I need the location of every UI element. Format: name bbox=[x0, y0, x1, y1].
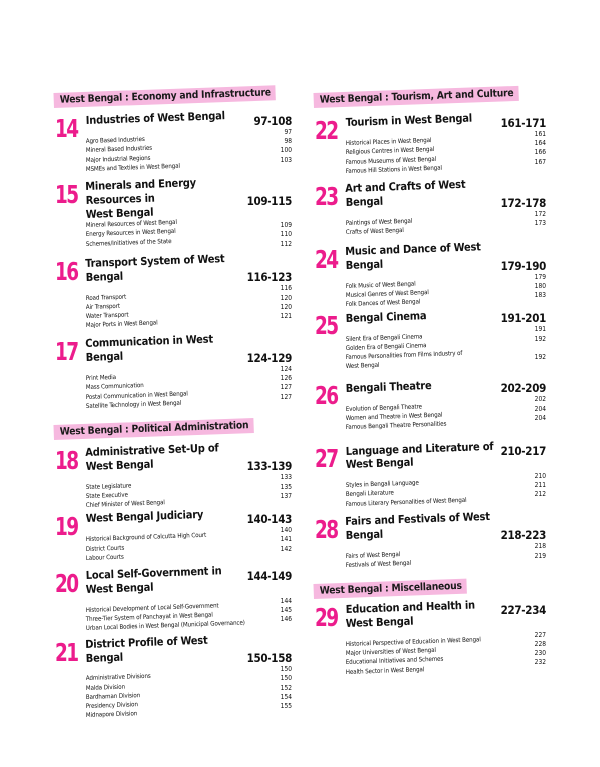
subtopic-page: 133 bbox=[280, 473, 292, 482]
chapter-page-range: 172-178 bbox=[500, 195, 546, 210]
subtopic-label: Golden Era of Bengali Cinema bbox=[345, 342, 427, 352]
subtopic-page: 202 bbox=[534, 395, 546, 404]
chapter-number: 17 bbox=[55, 337, 78, 367]
subtopic-page: 218 bbox=[534, 542, 546, 551]
chapter-title-line2[interactable]: West Bengal bbox=[345, 455, 414, 472]
subtopic-row[interactable] bbox=[346, 228, 546, 237]
subtopic-row[interactable] bbox=[85, 162, 292, 174]
subtopic-page: 192 bbox=[534, 353, 546, 362]
subtopic-page: 192 bbox=[534, 334, 546, 343]
chapter-title[interactable]: Minerals and Energy Resources in bbox=[85, 176, 197, 207]
chapter-29[interactable] bbox=[314, 598, 546, 677]
subtopic-label: Malda Division bbox=[85, 683, 126, 692]
chapter-number: 28 bbox=[315, 514, 338, 544]
chapter-15[interactable] bbox=[54, 176, 292, 249]
chapter-26[interactable] bbox=[314, 378, 546, 432]
right-column bbox=[314, 88, 546, 677]
chapter-page-range: 179-190 bbox=[500, 258, 546, 273]
subtopic-label: Women and Theatre in West Bengal bbox=[345, 411, 443, 422]
chapter-title[interactable]: Bengali Theatre bbox=[345, 378, 432, 395]
chapter-title[interactable]: Tourism in West Bengal bbox=[345, 111, 473, 130]
subtopic-label: Print Media bbox=[85, 374, 117, 383]
chapter-title[interactable]: Administrative Set-Up of West Bengal bbox=[85, 441, 219, 473]
subtopic-row[interactable] bbox=[346, 362, 546, 371]
chapter-header bbox=[345, 308, 546, 326]
chapter-23[interactable] bbox=[314, 177, 546, 237]
subtopic-label: Historical Development of Local Self-Government bbox=[85, 602, 219, 614]
subtopic-label: Administrative Divisions bbox=[85, 673, 151, 683]
subtopic-page: 179 bbox=[534, 272, 546, 281]
subtopic-label: Styles in Bengali Language bbox=[345, 479, 419, 490]
chapter-header bbox=[345, 509, 546, 543]
chapter-14[interactable] bbox=[54, 109, 292, 174]
chapter-title[interactable]: District Profile of West Bengal bbox=[85, 633, 208, 665]
subtopic-row[interactable] bbox=[346, 300, 546, 309]
section-banner-misc: West Bengal : Miscellaneous bbox=[313, 579, 467, 599]
subtopic-row[interactable] bbox=[85, 399, 292, 411]
subtopic-label: Mineral Resources of West Bengal bbox=[85, 219, 177, 230]
chapter-22[interactable] bbox=[314, 111, 546, 176]
subtopic-page: 109 bbox=[280, 221, 292, 230]
subtopic-page: 127 bbox=[280, 383, 292, 392]
subtopic-label: Mineral Based Industries bbox=[85, 145, 153, 155]
chapter-title[interactable]: Local Self-Government in bbox=[85, 564, 222, 583]
subtopic-label: Three-Tier System of Panchayat in West Bengal bbox=[85, 611, 213, 624]
chapter-page-range: 144-149 bbox=[246, 569, 292, 584]
subtopic-page: 103 bbox=[280, 155, 292, 164]
subtopic-label: Health Sector in West Bengal bbox=[345, 665, 425, 676]
chapter-header bbox=[85, 332, 292, 365]
chapter-title-line2[interactable]: West Bengal bbox=[345, 614, 414, 630]
chapter-28[interactable] bbox=[314, 509, 546, 570]
chapter-title[interactable]: Industries of West Bengal bbox=[85, 109, 225, 128]
subtopic-page: 137 bbox=[280, 491, 292, 500]
subtopic-page: 227 bbox=[534, 630, 546, 639]
subtopic-page: 124 bbox=[280, 364, 292, 373]
chapter-16[interactable] bbox=[54, 252, 292, 331]
subtopic-page: 120 bbox=[280, 293, 292, 302]
subtopic-page: 211 bbox=[534, 481, 546, 490]
subtopic-page: 180 bbox=[534, 281, 546, 290]
chapter-number: 27 bbox=[315, 444, 338, 474]
chapter-page-range: 218-223 bbox=[500, 528, 546, 543]
chapter-title[interactable]: Education and Health in bbox=[345, 598, 476, 617]
subtopic-label: Major Industrial Regions bbox=[85, 154, 151, 164]
subtopic-label: Fairs of West Bengal bbox=[345, 550, 401, 560]
chapter-18[interactable] bbox=[54, 441, 292, 510]
chapter-title[interactable]: Bengal Cinema bbox=[345, 308, 427, 325]
chapter-number: 14 bbox=[55, 114, 78, 143]
chapter-number: 18 bbox=[55, 445, 78, 475]
chapter-page-range: 97-108 bbox=[253, 114, 292, 128]
chapter-number: 19 bbox=[55, 512, 78, 542]
subtopic-row[interactable] bbox=[86, 321, 292, 330]
chapter-number: 20 bbox=[55, 569, 78, 599]
subtopic-page: 152 bbox=[280, 683, 292, 692]
chapter-page-range: 150-158 bbox=[246, 651, 292, 666]
chapter-header bbox=[345, 240, 546, 273]
subtopic-label: Major Universities of West Bengal bbox=[345, 646, 437, 658]
subtopic-label: Bengali Literature bbox=[345, 489, 394, 499]
chapter-header bbox=[85, 633, 292, 666]
subtopic-label: Schemes/Initiatives of the State bbox=[85, 237, 172, 248]
subtopic-page: 144 bbox=[280, 596, 292, 605]
subtopic-label: Evolution of Bengali Theatre bbox=[345, 403, 423, 413]
left-column bbox=[54, 88, 292, 720]
subtopic-label: Famous Personalities from Films Industry of bbox=[345, 349, 463, 362]
subtopic-page: 150 bbox=[280, 674, 292, 683]
chapter-17[interactable] bbox=[54, 332, 292, 411]
subtopic-label: Educational Initiatives and Schemes bbox=[345, 655, 444, 667]
subtopic-label: State Legislature bbox=[85, 482, 132, 491]
subtopic-page: 141 bbox=[280, 535, 292, 544]
subtopic-page: 97 bbox=[284, 128, 292, 136]
section-banner-economy: West Bengal : Economy and Infrastructure bbox=[53, 85, 276, 108]
subtopic-page: 191 bbox=[534, 325, 546, 334]
subtopic-label: West Bengal bbox=[345, 362, 380, 371]
subtopic-label: Folk Dances of West Bengal bbox=[345, 298, 421, 309]
chapter-header bbox=[345, 177, 546, 210]
chapter-21[interactable] bbox=[54, 633, 292, 721]
subtopic-page: 230 bbox=[534, 649, 546, 658]
subtopic-page: 100 bbox=[280, 146, 292, 155]
subtopic-row[interactable] bbox=[345, 420, 546, 432]
subtopic-label: Chief Minister of West Bengal bbox=[85, 499, 165, 510]
chapter-header bbox=[345, 378, 546, 396]
chapter-24[interactable] bbox=[314, 240, 546, 309]
subtopic-row[interactable] bbox=[345, 665, 546, 677]
subtopic-label: Folk Music of West Bengal bbox=[345, 280, 416, 290]
subtopic-page: 164 bbox=[534, 139, 546, 148]
chapter-19[interactable] bbox=[54, 508, 292, 563]
chapter-title[interactable]: Transport System of West Bengal bbox=[85, 252, 225, 284]
subtopic-page: 155 bbox=[280, 701, 292, 710]
chapter-number: 21 bbox=[55, 637, 78, 667]
subtopic-label: Postal Communication in West Bengal bbox=[85, 389, 188, 401]
subtopic-label: Energy Resources in West Bengal bbox=[85, 228, 176, 239]
subtopic-page: 204 bbox=[534, 413, 546, 422]
chapter-page-range: 116-123 bbox=[246, 270, 292, 285]
chapter-27[interactable] bbox=[314, 439, 546, 509]
subtopic-page: 145 bbox=[280, 605, 292, 614]
subtopic-page: 183 bbox=[534, 291, 546, 300]
chapter-page-range: 161-171 bbox=[500, 116, 546, 130]
chapter-header bbox=[85, 441, 292, 474]
subtopic-row[interactable] bbox=[86, 711, 292, 720]
subtopic-page: 172 bbox=[534, 209, 546, 218]
subtopic-label: Agro Based Industries bbox=[85, 136, 145, 146]
subtopic-page: 98 bbox=[284, 137, 292, 146]
subtopic-label: Presidency Division bbox=[85, 701, 138, 710]
subtopic-page: 110 bbox=[280, 230, 292, 239]
subtopic-label: Air Transport bbox=[85, 302, 121, 311]
chapter-number: 29 bbox=[315, 602, 338, 632]
chapter-page-range: 109-115 bbox=[246, 193, 292, 208]
subtopic-label: Road Transport bbox=[85, 293, 127, 302]
subtopic-label: State Executive bbox=[85, 491, 129, 500]
subtopic-page: 228 bbox=[534, 639, 546, 648]
subtopic-page: 140 bbox=[280, 526, 292, 535]
chapter-page-range: 227-234 bbox=[500, 602, 546, 617]
chapter-header bbox=[345, 111, 546, 130]
subtopic-page: 142 bbox=[280, 544, 292, 553]
chapter-title[interactable]: Art and Crafts of West Bengal bbox=[345, 177, 466, 209]
chapter-page-range: 140-143 bbox=[246, 512, 292, 527]
chapter-title[interactable]: Music and Dance of West Bengal bbox=[345, 240, 481, 272]
subtopic-page: 154 bbox=[280, 692, 292, 701]
subtopic-label: Festivals of West Bengal bbox=[345, 559, 412, 569]
subtopic-page: 219 bbox=[534, 551, 546, 560]
chapter-number: 15 bbox=[55, 180, 78, 210]
subtopic-label: Religious Centres in West Bengal bbox=[345, 146, 435, 157]
subtopic-label: Famous Hill Stations in West Bengal bbox=[345, 164, 443, 175]
subtopic-page: 112 bbox=[280, 239, 292, 248]
chapter-number: 25 bbox=[315, 311, 338, 341]
section-banner-political: West Bengal : Political Administration bbox=[53, 418, 253, 440]
subtopic-page: 166 bbox=[534, 148, 546, 157]
subtopic-page: 116 bbox=[280, 284, 292, 293]
subtopic-page: 173 bbox=[534, 218, 546, 227]
subtopic-page: 161 bbox=[534, 130, 546, 138]
subtopic-row[interactable] bbox=[345, 164, 546, 176]
subtopic-page: 120 bbox=[280, 302, 292, 311]
subtopic-row[interactable] bbox=[345, 496, 546, 509]
chapter-page-range: 202-209 bbox=[500, 381, 546, 396]
chapter-title[interactable]: Fairs and Festivals of West Bengal bbox=[345, 509, 490, 542]
subtopic-page: 126 bbox=[280, 374, 292, 383]
subtopic-label: Satellite Technology in West Bengal bbox=[85, 399, 182, 410]
chapter-25[interactable] bbox=[314, 308, 546, 371]
chapter-number: 22 bbox=[315, 116, 338, 145]
subtopic-page: 135 bbox=[280, 482, 292, 491]
chapter-title[interactable]: Language and Literature of bbox=[345, 439, 494, 458]
chapter-20[interactable] bbox=[54, 564, 292, 634]
subtopic-page: 232 bbox=[534, 658, 546, 667]
subtopic-label: Mass Communication bbox=[85, 382, 144, 392]
chapter-number: 23 bbox=[315, 182, 338, 212]
subtopic-label: Historical Places in West Bengal bbox=[345, 137, 432, 148]
chapter-page-range: 124-129 bbox=[246, 350, 292, 365]
subtopic-label: Famous Literary Personalities of West Bengal bbox=[345, 496, 467, 508]
subtopic-page: 150 bbox=[280, 665, 292, 674]
subtopic-page: 210 bbox=[534, 472, 546, 481]
chapter-title-line2[interactable]: West Bengal bbox=[85, 580, 154, 597]
subtopic-label: Urban Local Bodies in West Bengal (Municipal Governance) bbox=[85, 619, 245, 633]
subtopic-label: Water Transport bbox=[85, 311, 129, 320]
chapter-page-range: 191-201 bbox=[500, 311, 546, 326]
subtopic-page: 121 bbox=[280, 311, 292, 320]
subtopic-label: Midnapore Division bbox=[85, 710, 138, 720]
chapter-header bbox=[85, 252, 292, 285]
subtopic-page: 127 bbox=[280, 392, 292, 401]
subtopic-label: Bardhaman Division bbox=[85, 691, 141, 701]
subtopic-label: District Courts bbox=[85, 544, 125, 553]
section-banner-tourism: West Bengal : Tourism, Art and Culture bbox=[313, 86, 518, 108]
chapter-page-range: 210-217 bbox=[500, 444, 546, 459]
subtopic-label: Famous Bengali Theatre Personalities bbox=[345, 420, 447, 432]
subtopic-label: Historical Background of Calcutta High Court bbox=[85, 532, 207, 544]
chapter-title[interactable]: West Bengal Judiciary bbox=[85, 508, 204, 526]
subtopic-label: Famous Museums of West Bengal bbox=[345, 155, 437, 166]
chapter-header bbox=[85, 508, 292, 527]
chapter-number: 26 bbox=[315, 381, 338, 411]
chapter-title[interactable]: Communication in West Bengal bbox=[85, 332, 214, 365]
subtopic-row[interactable] bbox=[86, 365, 292, 374]
chapter-number: 24 bbox=[315, 245, 338, 275]
subtopic-label: Silent Era of Bengali Cinema bbox=[345, 332, 423, 343]
subtopic-page: 204 bbox=[534, 404, 546, 413]
chapter-number: 16 bbox=[55, 256, 78, 286]
subtopic-label: Musical Genres of West Bengal bbox=[345, 289, 429, 300]
subtopic-label: Paintings of West Bengal bbox=[345, 217, 413, 227]
subtopic-row[interactable] bbox=[85, 237, 292, 249]
subtopic-label: Major Ports in West Bengal bbox=[85, 319, 158, 330]
subtopic-row[interactable] bbox=[86, 554, 292, 563]
subtopic-page: 167 bbox=[534, 157, 546, 166]
subtopic-label: MSMEs and Textiles in West Bengal bbox=[85, 162, 181, 173]
subtopic-page: 212 bbox=[534, 490, 546, 499]
chapter-header bbox=[85, 109, 292, 128]
subtopic-label: Labour Courts bbox=[85, 553, 124, 562]
subtopic-label: Historical Perspective of Education in West Bengal bbox=[345, 636, 481, 648]
chapter-page-range: 133-139 bbox=[246, 459, 292, 474]
chapter-title-line2[interactable]: West Bengal bbox=[85, 205, 154, 221]
subtopic-page: 146 bbox=[280, 615, 292, 624]
subtopic-row[interactable] bbox=[346, 561, 546, 570]
subtopic-label: Crafts of West Bengal bbox=[345, 226, 404, 236]
